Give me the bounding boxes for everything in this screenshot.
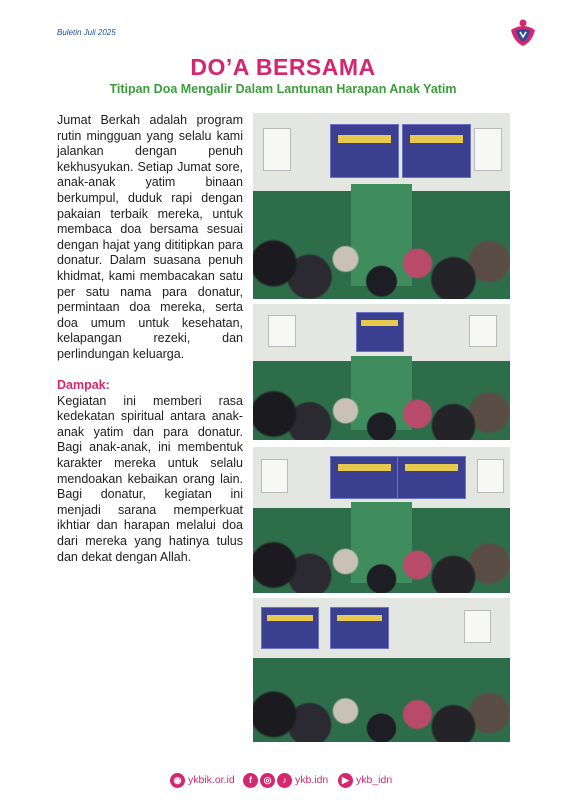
photo-prayer-gathering-3 [253, 447, 510, 593]
page-title: DO’A BERSAMA [190, 54, 376, 80]
tiktok-icon[interactable]: ♪ [277, 773, 292, 788]
footer-youtube-handle[interactable]: ykb_idn [356, 774, 393, 786]
intro-paragraph: Jumat Berkah adalah program rutin mingguan yang selalu kami jalankan dengan penuh kekhusyukan. Setiap Jumat sore, anak-anak yatim binaan berkumpul, duduk rapi dengan pakaian terbaik mereka, untuk membaca doa bersama sesuai dengan hajat yang dititipkan para donatur. Dalam suasana penuh khidmat, kami membacakan satu per satu nama para donatur, permintaan doa mereka, serta doa umum untuk kesehatan, kelapangan rezeki, dan perlindungan keluarga. [57, 113, 243, 361]
article-body [57, 113, 243, 565]
photo-prayer-gathering-1 [253, 113, 510, 299]
impact-heading: Dampak: [57, 378, 110, 393]
web-icon[interactable]: ◉ [170, 773, 185, 788]
ykbik-logo-icon [508, 17, 538, 47]
photo-prayer-gathering-4 [253, 598, 510, 742]
youtube-icon[interactable]: ▶ [338, 773, 353, 788]
page-subtitle: Titipan Doa Mengalir Dalam Lantunan Harapan Anak Yatim [109, 82, 457, 96]
facebook-icon[interactable]: f [243, 773, 258, 788]
bulletin-label: Buletin Juli 2025 [57, 28, 116, 37]
impact-paragraph: Kegiatan ini memberi rasa kedekatan spiritual antara anak-anak yatim dan para donatur. Bagi anak-anak, ini membentuk karakter mereka untuk selalu mendoakan kebaikan orang lain. Bagi donatur, kegiatan ini menjadi sarana memperkuat ikhtiar dan harapan melalui doa dari mereka yang hatinya tulus dan dekat dengan Allah. [57, 393, 243, 564]
footer-social-handle[interactable]: ykb.idn [295, 774, 329, 786]
instagram-icon[interactable]: ◎ [260, 773, 275, 788]
footer-website[interactable]: ykbik.or.id [188, 774, 235, 786]
footer [0, 773, 566, 793]
photo-prayer-gathering-2 [253, 304, 510, 440]
